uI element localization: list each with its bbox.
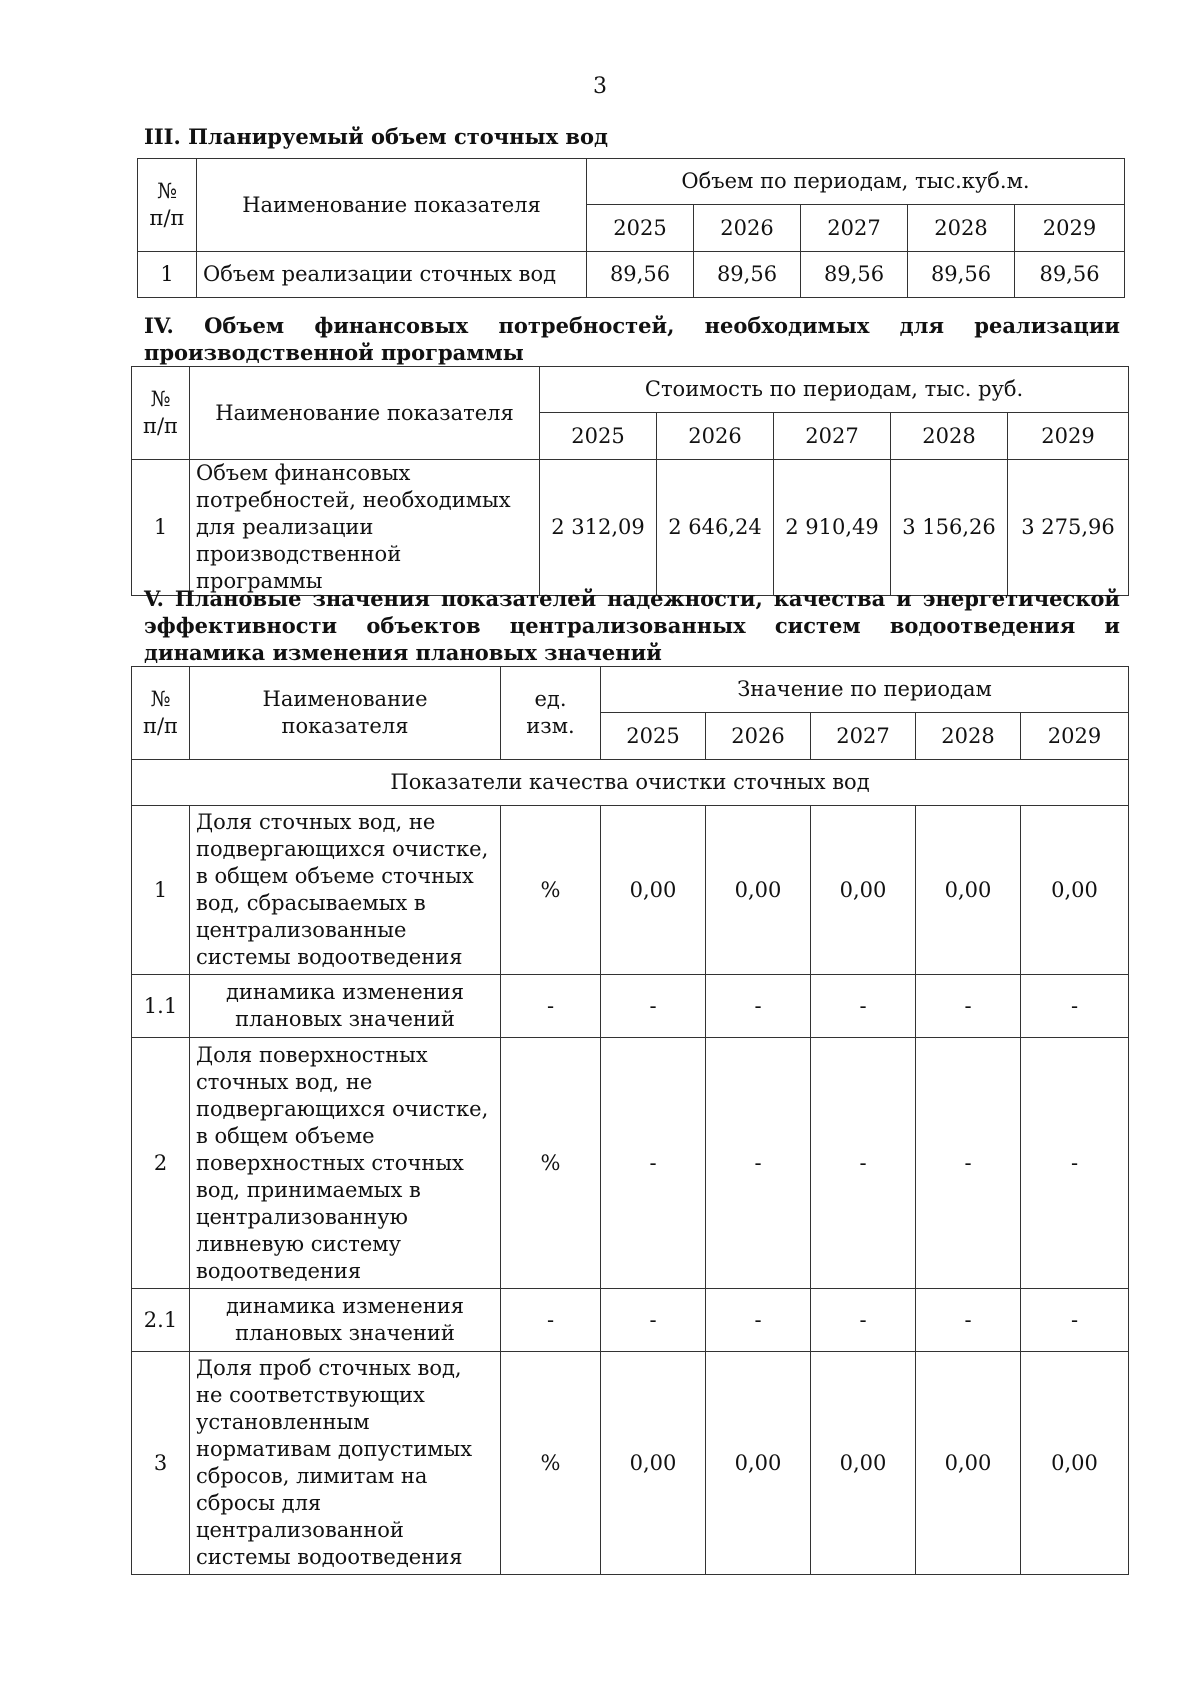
year-header: 2028 — [908, 205, 1015, 252]
row-value: 89,56 — [1015, 252, 1125, 298]
section-3-table — [137, 158, 1125, 298]
row-unit: % — [501, 1352, 601, 1575]
table-row — [132, 1352, 1129, 1575]
year-header: 2028 — [891, 413, 1008, 460]
row-value: - — [1021, 1289, 1129, 1352]
col-name-header: Наименование показателя — [190, 667, 501, 760]
row-value: - — [706, 975, 811, 1038]
row-value: 3 156,26 — [891, 460, 1008, 596]
row-number: 1 — [132, 806, 190, 975]
table-row — [138, 252, 1125, 298]
row-unit: % — [501, 806, 601, 975]
row-number: 1 — [132, 460, 190, 596]
row-value: 0,00 — [601, 806, 706, 975]
col-name-header: Наименование показателя — [190, 367, 540, 460]
col-number-header: № п/п — [132, 667, 190, 760]
row-value: 89,56 — [694, 252, 801, 298]
row-value: - — [811, 1038, 916, 1289]
row-value: 0,00 — [1021, 1352, 1129, 1575]
table-row — [132, 1289, 1129, 1352]
year-header: 2026 — [657, 413, 774, 460]
row-value: - — [1021, 1038, 1129, 1289]
row-number: 1 — [138, 252, 197, 298]
row-name: Объем финансовых потребностей, необходимых для реализации производственной программы — [190, 460, 540, 596]
section-4-heading: IV. Объем финансовых потребностей, необходимых для реализации производственной программы — [144, 313, 1120, 365]
year-header: 2025 — [587, 205, 694, 252]
row-value: 0,00 — [916, 806, 1021, 975]
row-value: 3 275,96 — [1008, 460, 1129, 596]
row-name: Доля поверхностных сточных вод, не подвергающихся очистке, в общем объеме поверхностных сточных вод, принимаемых в централизованную ливневую систему водоотведения — [190, 1038, 501, 1289]
row-number: 2.1 — [132, 1289, 190, 1352]
row-unit: - — [501, 975, 601, 1038]
row-value: - — [916, 975, 1021, 1038]
section-5-heading: V. Плановые значения показателей надежности, качества и энергетической эффективности объектов централизованных систем водоотведения и динамика изменения плановых значений — [144, 586, 1120, 665]
row-value: 0,00 — [706, 806, 811, 975]
row-value: 0,00 — [916, 1352, 1021, 1575]
row-value: 0,00 — [706, 1352, 811, 1575]
col-unit-header: ед. изм. — [501, 667, 601, 760]
table-row — [132, 1038, 1129, 1289]
table-row — [132, 975, 1129, 1038]
year-header: 2027 — [801, 205, 908, 252]
row-value: - — [601, 1038, 706, 1289]
row-name: Доля сточных вод, не подвергающихся очистке, в общем объеме сточных вод, сбрасываемых в централизованные системы водоотведения — [190, 806, 501, 975]
row-value: 2 312,09 — [540, 460, 657, 596]
row-number: 3 — [132, 1352, 190, 1575]
row-unit: - — [501, 1289, 601, 1352]
row-value: - — [601, 1289, 706, 1352]
col-period-header: Стоимость по периодам, тыс. руб. — [540, 367, 1129, 413]
table-row — [132, 806, 1129, 975]
row-value: - — [706, 1038, 811, 1289]
year-header: 2028 — [916, 713, 1021, 760]
col-period-header: Объем по периодам, тыс.куб.м. — [587, 159, 1125, 205]
row-value: - — [601, 975, 706, 1038]
row-value: 89,56 — [587, 252, 694, 298]
row-value: - — [1021, 975, 1129, 1038]
row-number: 1.1 — [132, 975, 190, 1038]
year-header: 2026 — [694, 205, 801, 252]
year-header: 2029 — [1008, 413, 1129, 460]
col-name-header: Наименование показателя — [197, 159, 587, 252]
section-4-table — [131, 366, 1129, 596]
col-period-header: Значение по периодам — [601, 667, 1129, 713]
year-header: 2026 — [706, 713, 811, 760]
page-number: 3 — [593, 74, 607, 99]
row-name: динамика изменения плановых значений — [190, 975, 501, 1038]
row-value: - — [706, 1289, 811, 1352]
row-unit: % — [501, 1038, 601, 1289]
row-number: 2 — [132, 1038, 190, 1289]
section-3-heading: III. Планируемый объем сточных вод — [144, 124, 609, 149]
col-number-header: № п/п — [138, 159, 197, 252]
row-value: 2 646,24 — [657, 460, 774, 596]
year-header: 2025 — [601, 713, 706, 760]
row-name: Объем реализации сточных вод — [197, 252, 587, 298]
year-header: 2027 — [774, 413, 891, 460]
row-value: 0,00 — [811, 1352, 916, 1575]
col-number-header: № п/п — [132, 367, 190, 460]
row-value: 0,00 — [1021, 806, 1129, 975]
row-value: 89,56 — [801, 252, 908, 298]
row-value: - — [811, 1289, 916, 1352]
table-row — [132, 460, 1129, 596]
row-value: - — [916, 1289, 1021, 1352]
row-value: 0,00 — [601, 1352, 706, 1575]
row-value: - — [916, 1038, 1021, 1289]
year-header: 2029 — [1015, 205, 1125, 252]
row-value: - — [811, 975, 916, 1038]
row-value: 89,56 — [908, 252, 1015, 298]
group-title: Показатели качества очистки сточных вод — [132, 760, 1129, 806]
row-value: 2 910,49 — [774, 460, 891, 596]
year-header: 2025 — [540, 413, 657, 460]
row-value: 0,00 — [811, 806, 916, 975]
year-header: 2027 — [811, 713, 916, 760]
row-name: динамика изменения плановых значений — [190, 1289, 501, 1352]
row-name: Доля проб сточных вод, не соответствующих установленным нормативам допустимых сбросов, лимитам на сбросы для централизованной системы водоотведения — [190, 1352, 501, 1575]
section-5-table — [131, 666, 1129, 1575]
year-header: 2029 — [1021, 713, 1129, 760]
